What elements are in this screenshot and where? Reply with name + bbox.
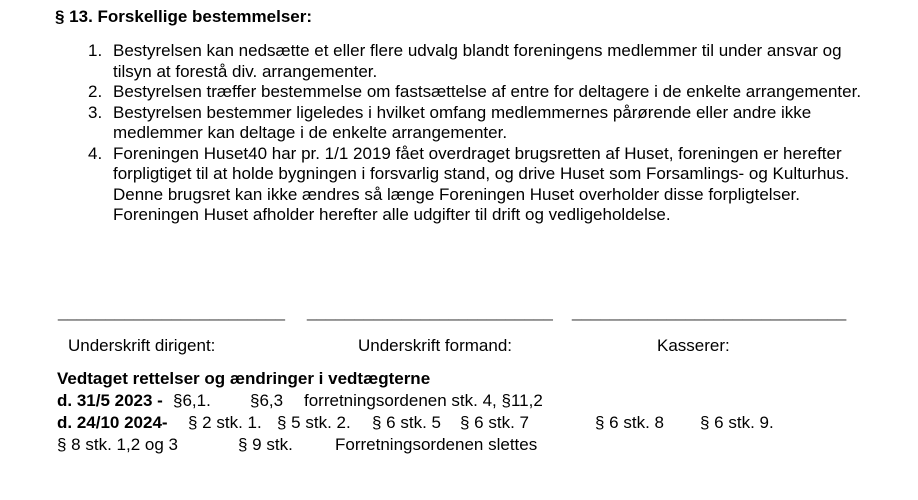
list-item bbox=[88, 41, 861, 82]
amendment-date: d. 31/5 2023 - bbox=[57, 391, 163, 410]
amendment-row bbox=[57, 390, 774, 412]
amendment-row bbox=[57, 412, 774, 434]
list-item-number: 4. bbox=[88, 143, 103, 163]
amendment-ref: forretningsordenen stk. 4, §11,2 bbox=[304, 391, 543, 410]
amendment-ref: § 9 stk. bbox=[238, 435, 293, 454]
list-item bbox=[88, 103, 861, 144]
amendment-ref: § 5 stk. 2. bbox=[277, 413, 351, 432]
list-item-number: 1. bbox=[88, 41, 103, 60]
signature-line-dirigent: ________________________ bbox=[58, 302, 285, 321]
amendments-heading: Vedtaget rettelser og ændringer i vedtægterne bbox=[57, 369, 431, 388]
list-item-text: Bestyrelsen bestemmer ligeledes i hvilket omfang medlemmernes pårørende eller andre ikke medlemmer kan deltage i de enkelte arrangementer. bbox=[113, 102, 812, 142]
signature-label-formand: Underskrift formand: bbox=[358, 336, 512, 355]
amendment-ref: § 2 stk. 1. bbox=[188, 413, 262, 432]
list-item-text: Bestyrelsen kan nedsætte et eller flere udvalg blandt foreningens medlemmer til under ansvar og tilsyn at forestå div. arrangementer. bbox=[113, 41, 842, 81]
provisions-list bbox=[88, 41, 861, 226]
amendment-ref: § 6 stk. 9. bbox=[700, 413, 774, 432]
amendment-row bbox=[57, 434, 774, 456]
list-item-number: 2. bbox=[88, 82, 103, 101]
signature-line-kasserer: _____________________________ bbox=[572, 302, 847, 321]
amendment-ref: § 6 stk. 7 bbox=[460, 413, 529, 432]
list-item-text: Foreningen Huset40 har pr. 1/1 2019 fået overdraget brugsretten af Huset, foreningen er herefter forpligtiget til at holde bygningen i forsvarlig stand, og drive Huset som Forsamlings- og Kulturhus. Denne brugsret kan ikke ændres så længe Foreningen Huset overholder disse forpligtelser. Foreningen Huset afholder herefter alle udgifter til drift og vedligeholdelse. bbox=[113, 143, 850, 224]
amendment-date: d. 24/10 2024- bbox=[57, 413, 168, 432]
amendments-section bbox=[57, 368, 774, 456]
list-item bbox=[88, 144, 861, 226]
amendment-ref: § 6 stk. 8 bbox=[595, 413, 664, 432]
amendment-ref: §6,3 bbox=[250, 391, 284, 410]
signature-label-dirigent: Underskrift dirigent: bbox=[68, 336, 216, 355]
amendment-ref: Forretningsordenen slettes bbox=[335, 435, 538, 454]
list-item-text: Bestyrelsen træffer bestemmelse om fastsættelse af entre for deltagere i de enkelte arrangementer. bbox=[113, 82, 862, 101]
signature-line-formand: __________________________ bbox=[307, 302, 553, 321]
list-item bbox=[88, 82, 861, 103]
section-title: § 13. Forskellige bestemmelser: bbox=[55, 7, 313, 26]
amendment-ref: § 6 stk. 5 bbox=[372, 413, 441, 432]
list-item-number: 3. bbox=[88, 102, 103, 122]
amendment-ref: §6,1. bbox=[173, 391, 211, 410]
signature-label-kasserer: Kasserer: bbox=[657, 336, 730, 355]
amendment-ref: § 8 stk. 1,2 og 3 bbox=[57, 435, 178, 454]
